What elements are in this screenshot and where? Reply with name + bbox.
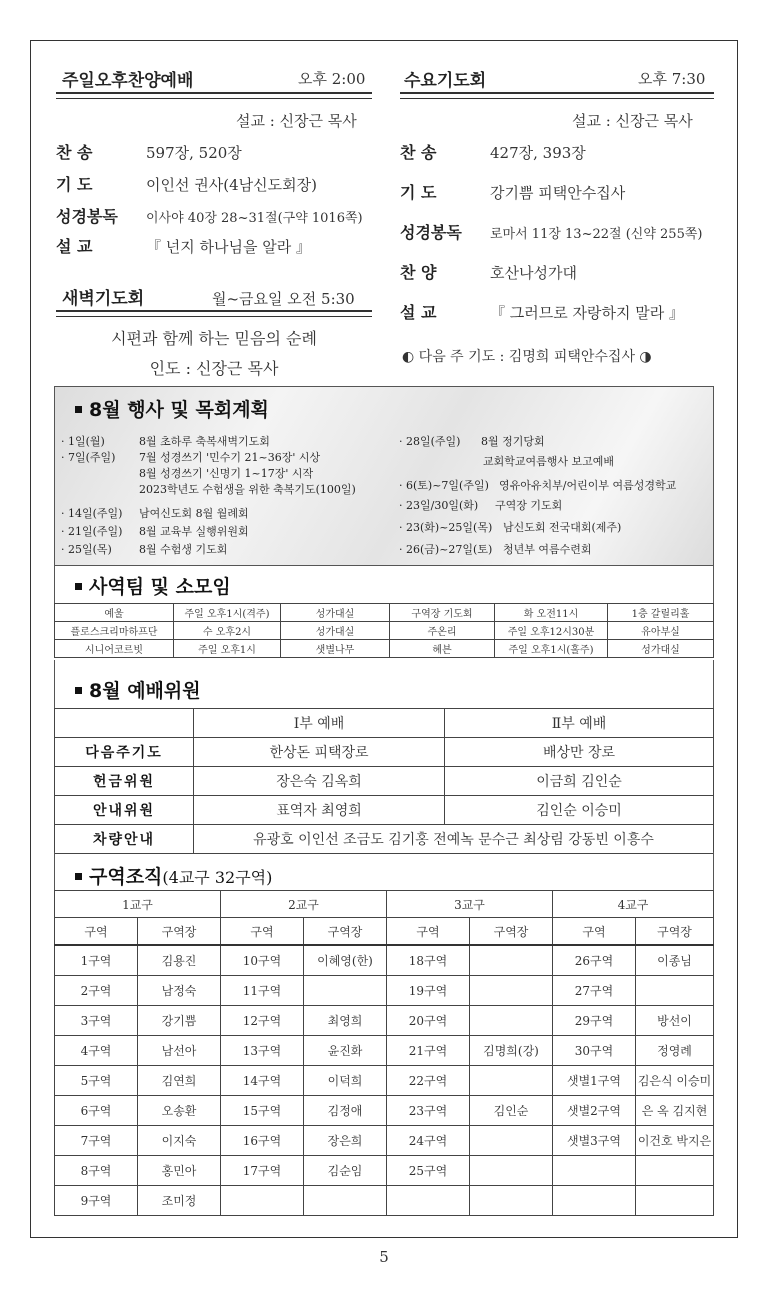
table-cell bbox=[470, 1186, 553, 1216]
table-cell: 4구역 bbox=[55, 1036, 138, 1066]
districts-table bbox=[54, 890, 714, 1216]
table-cell: 26구역 bbox=[553, 945, 636, 976]
table-cell: 샛별2구역 bbox=[553, 1096, 636, 1126]
group-header: 3교구 bbox=[387, 891, 553, 918]
event-item bbox=[61, 541, 227, 557]
row-label: 기 도 bbox=[56, 175, 93, 194]
sunday-title: 주일오후찬양예배 bbox=[62, 71, 194, 91]
column-header: 구역장 bbox=[470, 918, 553, 946]
table-cell bbox=[553, 1156, 636, 1186]
table-cell: 최영희 bbox=[304, 1006, 387, 1036]
table-cell: 27구역 bbox=[553, 976, 636, 1006]
table-row bbox=[55, 825, 714, 854]
table-row bbox=[55, 1096, 714, 1126]
table-cell: 12구역 bbox=[221, 1006, 304, 1036]
table-cell: 25구역 bbox=[387, 1156, 470, 1186]
event-date: · 23(화)~25일(목) bbox=[399, 521, 493, 534]
wednesday-time: 오후 7:30 bbox=[638, 70, 706, 88]
table-cell: 김명희(강) bbox=[470, 1036, 553, 1066]
event-text: 8월 교육부 실행위원회 bbox=[139, 525, 249, 538]
worship-header bbox=[54, 660, 714, 710]
table-cell: 남정숙 bbox=[138, 976, 221, 1006]
districts-subtitle: (4교구 32구역) bbox=[162, 868, 273, 887]
row-value: 로마서 11장 13~22절 (신약 255쪽) bbox=[490, 227, 703, 242]
wednesday-title: 수요기도회 bbox=[404, 71, 487, 91]
column-header: 구역 bbox=[553, 918, 636, 946]
table-cell: 23구역 bbox=[387, 1096, 470, 1126]
event-date: · 7일(주일) bbox=[61, 451, 116, 464]
table-cell: 주일 오후1시(홀주) bbox=[495, 640, 608, 658]
table-row bbox=[55, 1006, 714, 1036]
wednesday-divider bbox=[400, 92, 714, 99]
wednesday-row bbox=[400, 180, 625, 203]
wednesday-row bbox=[400, 260, 577, 283]
wednesday-row bbox=[400, 140, 586, 163]
table-row bbox=[55, 1036, 714, 1066]
table-cell: 1층 갈릴리홀 bbox=[608, 604, 714, 622]
table-cell: 3구역 bbox=[55, 1006, 138, 1036]
page-number: 5 bbox=[379, 1248, 389, 1266]
row-value: 강기쁨 피택안수집사 bbox=[490, 184, 626, 202]
table-row bbox=[55, 738, 714, 767]
event-date: · 23일/30일(화) bbox=[399, 499, 479, 512]
row-value: 이사야 40장 28~31절(구약 1016쪽) bbox=[146, 211, 363, 226]
table-row bbox=[55, 767, 714, 796]
event-date: · 14일(주일) bbox=[61, 507, 123, 520]
column-header: 구역 bbox=[221, 918, 304, 946]
event-text: 8월 수험생 기도회 bbox=[139, 543, 228, 556]
table-cell bbox=[470, 976, 553, 1006]
table-cell: 이덕희 bbox=[304, 1066, 387, 1096]
event-text: 교회학교여름행사 보고예배 bbox=[483, 455, 615, 468]
table-cell: 10구역 bbox=[221, 945, 304, 976]
table-cell: 유광호 이인선 조금도 김기홍 전예녹 문수근 최상림 강동빈 이흥수 bbox=[194, 825, 714, 854]
table-cell: 정영례 bbox=[636, 1036, 714, 1066]
events-box bbox=[54, 386, 714, 566]
table-cell bbox=[553, 1186, 636, 1216]
row-value: 호산나성가대 bbox=[490, 264, 577, 282]
table-cell bbox=[636, 1156, 714, 1186]
row-value: 427장, 393장 bbox=[490, 144, 586, 162]
event-item bbox=[399, 519, 621, 535]
districts-title: 구역조직 bbox=[89, 866, 163, 888]
table-cell: 장은희 bbox=[304, 1126, 387, 1156]
table-cell: 성가대실 bbox=[281, 622, 390, 640]
wednesday-preacher: 설교 : 신장근 목사 bbox=[572, 112, 693, 130]
table-cell: 김은식 이승미 bbox=[636, 1066, 714, 1096]
row-label: 다음주기도 bbox=[55, 738, 194, 767]
event-item bbox=[399, 477, 676, 493]
event-text: 8월 정기당회 bbox=[481, 435, 545, 448]
table-cell bbox=[304, 976, 387, 1006]
table-cell: 이금희 김인순 bbox=[445, 767, 714, 796]
table-cell: 한상돈 피택장로 bbox=[194, 738, 445, 767]
table-cell: 이건호 박지은 bbox=[636, 1126, 714, 1156]
row-label: 찬 양 bbox=[400, 263, 437, 282]
event-text: 남신도회 전국대회(제주) bbox=[503, 521, 622, 534]
table-cell: 14구역 bbox=[221, 1066, 304, 1096]
table-cell: 수 오후2시 bbox=[174, 622, 281, 640]
districts-title-wrap bbox=[69, 862, 272, 889]
table-cell: 김인순 이승미 bbox=[445, 796, 714, 825]
row-label: 설 교 bbox=[56, 237, 93, 256]
dawn-divider bbox=[56, 310, 372, 317]
event-item bbox=[61, 505, 249, 521]
events-title: 8월 행사 및 목회계획 bbox=[69, 395, 269, 422]
table-cell: 주일 오후12시30분 bbox=[495, 622, 608, 640]
table-cell: 5구역 bbox=[55, 1066, 138, 1096]
table-cell: 성가대실 bbox=[608, 640, 714, 658]
table-cell: 2구역 bbox=[55, 976, 138, 1006]
table-row bbox=[55, 709, 714, 738]
row-value: 597장, 520장 bbox=[146, 144, 242, 162]
row-value: 이인선 권사(4남신도회장) bbox=[146, 176, 317, 194]
wednesday-row bbox=[400, 220, 702, 243]
table-row bbox=[55, 891, 714, 918]
event-date: · 6(토)~7일(주일) bbox=[399, 479, 489, 492]
group-header: 1교구 bbox=[55, 891, 221, 918]
event-text: 8월 초하루 축복새벽기도회 bbox=[139, 435, 270, 448]
table-cell: 강기쁨 bbox=[138, 1006, 221, 1036]
column-header: 구역장 bbox=[636, 918, 714, 946]
event-date: · 26(금)~27일(토) bbox=[399, 543, 493, 556]
table-cell: 장은숙 김옥희 bbox=[194, 767, 445, 796]
table-cell bbox=[470, 1156, 553, 1186]
group-header: 2교구 bbox=[221, 891, 387, 918]
table-cell bbox=[221, 1186, 304, 1216]
table-cell: 윤진화 bbox=[304, 1036, 387, 1066]
table-cell: 8구역 bbox=[55, 1156, 138, 1186]
table-cell: 9구역 bbox=[55, 1186, 138, 1216]
table-cell: 6구역 bbox=[55, 1096, 138, 1126]
event-item bbox=[399, 433, 545, 449]
sunday-row bbox=[56, 140, 242, 163]
table-cell: 24구역 bbox=[387, 1126, 470, 1156]
table-row bbox=[55, 1186, 714, 1216]
table-cell: 7구역 bbox=[55, 1126, 138, 1156]
row-value: 『 그러므로 자랑하지 말라 』 bbox=[490, 304, 684, 322]
worship-title: 8월 예배위원 bbox=[69, 676, 201, 703]
table-row bbox=[55, 640, 714, 658]
sunday-row bbox=[56, 234, 311, 257]
column-header: 구역장 bbox=[304, 918, 387, 946]
wednesday-row bbox=[400, 300, 684, 323]
table-cell bbox=[636, 1186, 714, 1216]
table-cell bbox=[55, 709, 194, 738]
table-row bbox=[55, 976, 714, 1006]
table-cell: 주일 오후1시 bbox=[174, 640, 281, 658]
table-cell: 홍민아 bbox=[138, 1156, 221, 1186]
table-row bbox=[55, 1126, 714, 1156]
table-cell: 샛별나무 bbox=[281, 640, 390, 658]
table-row bbox=[55, 796, 714, 825]
table-cell: 15구역 bbox=[221, 1096, 304, 1126]
ministry-title: 사역팀 및 소모임 bbox=[69, 572, 231, 599]
row-label: 성경봉독 bbox=[400, 223, 462, 242]
table-cell: 은 옥 김지현 bbox=[636, 1096, 714, 1126]
table-row bbox=[55, 604, 714, 622]
districts-body bbox=[55, 945, 714, 1216]
table-cell bbox=[470, 1006, 553, 1036]
sunday-time: 오후 2:00 bbox=[298, 70, 366, 88]
table-cell: 방선이 bbox=[636, 1006, 714, 1036]
row-label: 안내위원 bbox=[55, 796, 194, 825]
group-header: 4교구 bbox=[553, 891, 714, 918]
table-cell: 화 오전11시 bbox=[495, 604, 608, 622]
row-label: 설 교 bbox=[400, 303, 437, 322]
table-cell bbox=[470, 945, 553, 976]
table-cell: 11구역 bbox=[221, 976, 304, 1006]
event-item bbox=[483, 453, 614, 469]
table-cell: 표역자 최영희 bbox=[194, 796, 445, 825]
next-prayer: ◐ 다음 주 기도 : 김명희 피택안수집사 ◑ bbox=[402, 349, 652, 365]
table-row bbox=[55, 918, 714, 946]
dawn-leader: 인도 : 신장근 목사 bbox=[149, 359, 279, 378]
table-cell bbox=[636, 976, 714, 1006]
event-item bbox=[399, 497, 562, 513]
sunday-divider bbox=[56, 92, 372, 99]
table-row bbox=[55, 945, 714, 976]
table-cell: 김연희 bbox=[138, 1066, 221, 1096]
sunday-row bbox=[56, 172, 317, 195]
table-cell: 22구역 bbox=[387, 1066, 470, 1096]
dawn-title: 새벽기도회 bbox=[62, 289, 145, 309]
event-item bbox=[61, 481, 356, 497]
event-item bbox=[61, 449, 320, 465]
table-cell bbox=[387, 1186, 470, 1216]
table-cell: 30구역 bbox=[553, 1036, 636, 1066]
table-cell: 김용진 bbox=[138, 945, 221, 976]
table-cell bbox=[304, 1186, 387, 1216]
table-cell: 샛별3구역 bbox=[553, 1126, 636, 1156]
row-label: 기 도 bbox=[400, 183, 437, 202]
event-text: 청년부 여름수련회 bbox=[503, 543, 592, 556]
table-cell: 김정애 bbox=[304, 1096, 387, 1126]
column-header: 구역장 bbox=[138, 918, 221, 946]
ministry-header bbox=[54, 566, 714, 604]
table-row bbox=[55, 1066, 714, 1096]
column-header: 구역 bbox=[55, 918, 138, 946]
table-cell bbox=[470, 1126, 553, 1156]
event-date: · 28일(주일) bbox=[399, 435, 461, 448]
table-cell: 조미정 bbox=[138, 1186, 221, 1216]
table-cell: 주온리 bbox=[390, 622, 495, 640]
event-item bbox=[61, 465, 313, 481]
event-text: 2023학년도 수험생을 위한 축복기도(100일) bbox=[139, 483, 356, 496]
table-cell: 1구역 bbox=[55, 945, 138, 976]
table-cell: 김인순 bbox=[470, 1096, 553, 1126]
sunday-preacher: 설교 : 신장근 목사 bbox=[236, 112, 357, 130]
worship-table bbox=[54, 708, 714, 854]
table-cell: 17구역 bbox=[221, 1156, 304, 1186]
row-label: 찬 송 bbox=[56, 143, 93, 162]
event-date: · 21일(주일) bbox=[61, 525, 123, 538]
table-cell: 이지숙 bbox=[138, 1126, 221, 1156]
table-cell: 18구역 bbox=[387, 945, 470, 976]
table-cell: 이종님 bbox=[636, 945, 714, 976]
table-cell: 21구역 bbox=[387, 1036, 470, 1066]
table-cell: 유아부실 bbox=[608, 622, 714, 640]
table-cell: 이혜영(한) bbox=[304, 945, 387, 976]
table-cell: 오송환 bbox=[138, 1096, 221, 1126]
table-cell: 29구역 bbox=[553, 1006, 636, 1036]
event-text: 구역장 기도회 bbox=[495, 499, 563, 512]
districts-header bbox=[54, 852, 714, 892]
event-date: · 1일(월) bbox=[61, 435, 105, 448]
ministry-table bbox=[54, 603, 714, 658]
event-text: 8월 성경쓰기 '신명기 1~17장' 시작 bbox=[139, 467, 314, 480]
table-cell: 시니어코르빗 bbox=[55, 640, 174, 658]
event-item bbox=[399, 541, 592, 557]
event-date: · 25일(목) bbox=[61, 543, 112, 556]
dawn-theme: 시편과 함께 하는 믿음의 순례 bbox=[111, 329, 317, 348]
table-cell: 13구역 bbox=[221, 1036, 304, 1066]
row-value: 『 넌지 하나님을 알라 』 bbox=[146, 238, 311, 256]
table-row bbox=[55, 622, 714, 640]
event-item bbox=[61, 523, 249, 539]
sunday-row bbox=[56, 204, 363, 227]
table-cell: 혜븐 bbox=[390, 640, 495, 658]
table-cell: 20구역 bbox=[387, 1006, 470, 1036]
table-cell: 성가대실 bbox=[281, 604, 390, 622]
event-text: 7월 성경쓰기 '민수기 21~36장' 시상 bbox=[139, 451, 321, 464]
row-label: 찬 송 bbox=[400, 143, 437, 162]
worship-col2: Ⅱ부 예배 bbox=[445, 709, 714, 738]
table-cell: 남선아 bbox=[138, 1036, 221, 1066]
row-label: 차량안내 bbox=[55, 825, 194, 854]
event-text: 영유아유치부/어린이부 여름성경학교 bbox=[499, 479, 677, 492]
table-cell bbox=[470, 1066, 553, 1096]
table-cell: 플로스크리마하프단 bbox=[55, 622, 174, 640]
event-item bbox=[61, 433, 270, 449]
table-cell: 16구역 bbox=[221, 1126, 304, 1156]
dawn-time: 월~금요일 오전 5:30 bbox=[212, 290, 355, 308]
table-cell: 주일 오후1시(격주) bbox=[174, 604, 281, 622]
table-cell: 배상만 장로 bbox=[445, 738, 714, 767]
worship-col1: Ⅰ부 예배 bbox=[194, 709, 445, 738]
table-cell: 구역장 기도회 bbox=[390, 604, 495, 622]
table-cell: 19구역 bbox=[387, 976, 470, 1006]
row-label: 헌금위원 bbox=[55, 767, 194, 796]
table-cell: 예울 bbox=[55, 604, 174, 622]
row-label: 성경봉독 bbox=[56, 207, 118, 226]
column-header: 구역 bbox=[387, 918, 470, 946]
table-cell: 김순임 bbox=[304, 1156, 387, 1186]
table-row bbox=[55, 1156, 714, 1186]
table-cell: 샛별1구역 bbox=[553, 1066, 636, 1096]
event-text: 남여신도회 8월 월례회 bbox=[139, 507, 249, 520]
